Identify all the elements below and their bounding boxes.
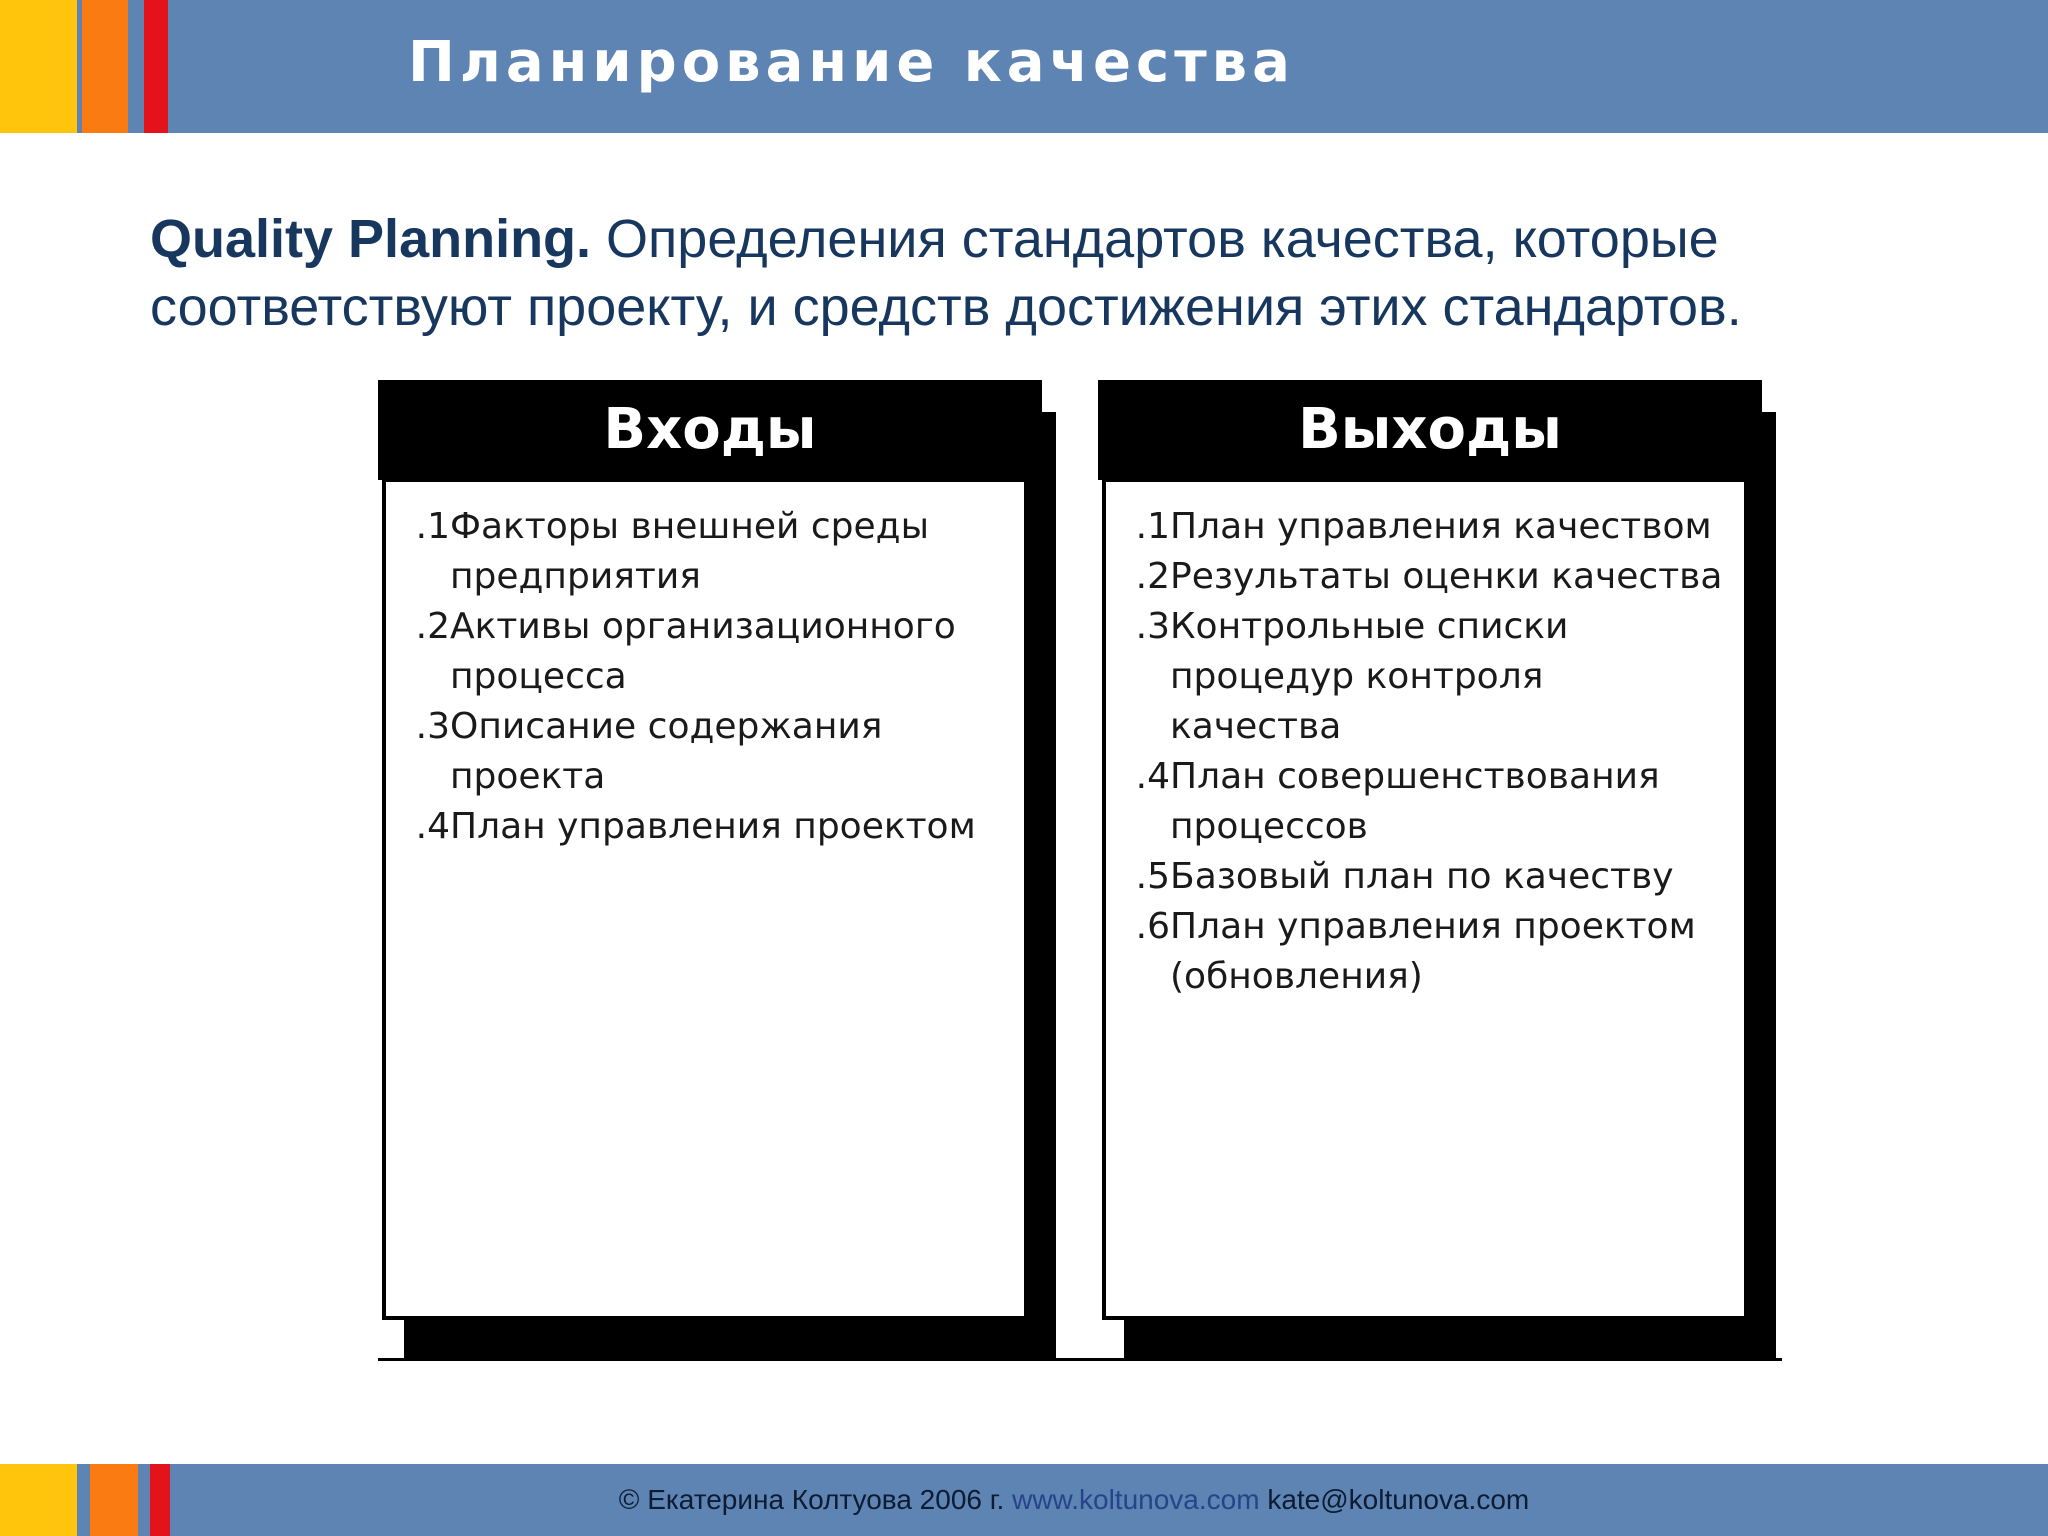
panel-body: [1102, 478, 1748, 1320]
item-number: .4: [415, 806, 450, 847]
definition-text: [150, 205, 1950, 341]
outputs-panel: [1098, 380, 1778, 1360]
decor-stripe-orange: [82, 0, 128, 133]
item-number: .2: [1135, 556, 1170, 597]
item-number: .1: [1135, 506, 1170, 547]
item-number: .5: [1135, 856, 1170, 897]
inputs-list: [386, 482, 1024, 852]
item-number: .3: [415, 706, 450, 747]
list-item: [1126, 502, 1724, 552]
list-item: [1126, 752, 1724, 852]
item-text: Факторы внешней среды предприятия: [450, 506, 929, 597]
inputs-title: Входы: [603, 397, 817, 462]
footer-bar: [0, 1464, 2048, 1536]
item-text: План управления проектом (обновления): [1170, 906, 1696, 997]
item-text: Активы организационного процесса: [450, 606, 956, 697]
decor-stripe-red: [144, 0, 168, 133]
email-link[interactable]: kate@koltunova.com: [1267, 1484, 1530, 1515]
panel-baseline-divider: [378, 1358, 1782, 1361]
footer-credits: [0, 1464, 2048, 1536]
list-item: [1126, 602, 1724, 752]
outputs-title: Выходы: [1298, 397, 1562, 462]
list-item: [1126, 902, 1724, 1002]
panel-header: [1098, 380, 1762, 480]
definition-term: Quality Planning.: [150, 209, 592, 269]
item-text: План управления проектом: [450, 806, 976, 847]
item-text: Описание содержания проекта: [450, 706, 883, 797]
list-item: [1126, 552, 1724, 602]
list-item: [406, 802, 1004, 852]
list-item: [406, 702, 1004, 802]
outputs-list: [1106, 482, 1744, 1002]
definition-body: Определения стандартов качества, которые соответствуют проекту, и средств достижения этих стандартов.: [150, 209, 1742, 337]
item-text: Результаты оценки качества: [1170, 556, 1723, 597]
item-text: План управления качеством: [1170, 506, 1712, 547]
footer-copyright: © Екатерина Колтуова 2006 г.: [618, 1484, 1013, 1515]
item-text: План совершенствования процессов: [1170, 756, 1660, 847]
item-text: Базовый план по качеству: [1170, 856, 1674, 897]
decor-stripe-yellow: [0, 0, 77, 133]
list-item: [406, 502, 1004, 602]
panel-body: [382, 478, 1028, 1320]
slide-title: Планирование качества: [408, 30, 1295, 95]
decor-stripe-blue: [133, 0, 144, 133]
header-bar: [0, 0, 2048, 133]
item-number: .3: [1135, 606, 1170, 647]
item-text: Контрольные списки процедур контроля качества: [1170, 606, 1569, 747]
item-number: .6: [1135, 906, 1170, 947]
list-item: [1126, 852, 1724, 902]
panel-header: [378, 380, 1042, 480]
inputs-panel: [378, 380, 1058, 1360]
website-link[interactable]: www.koltunova.com: [1012, 1484, 1260, 1515]
item-number: .1: [415, 506, 450, 547]
item-number: .4: [1135, 756, 1170, 797]
list-item: [406, 602, 1004, 702]
item-number: .2: [415, 606, 450, 647]
